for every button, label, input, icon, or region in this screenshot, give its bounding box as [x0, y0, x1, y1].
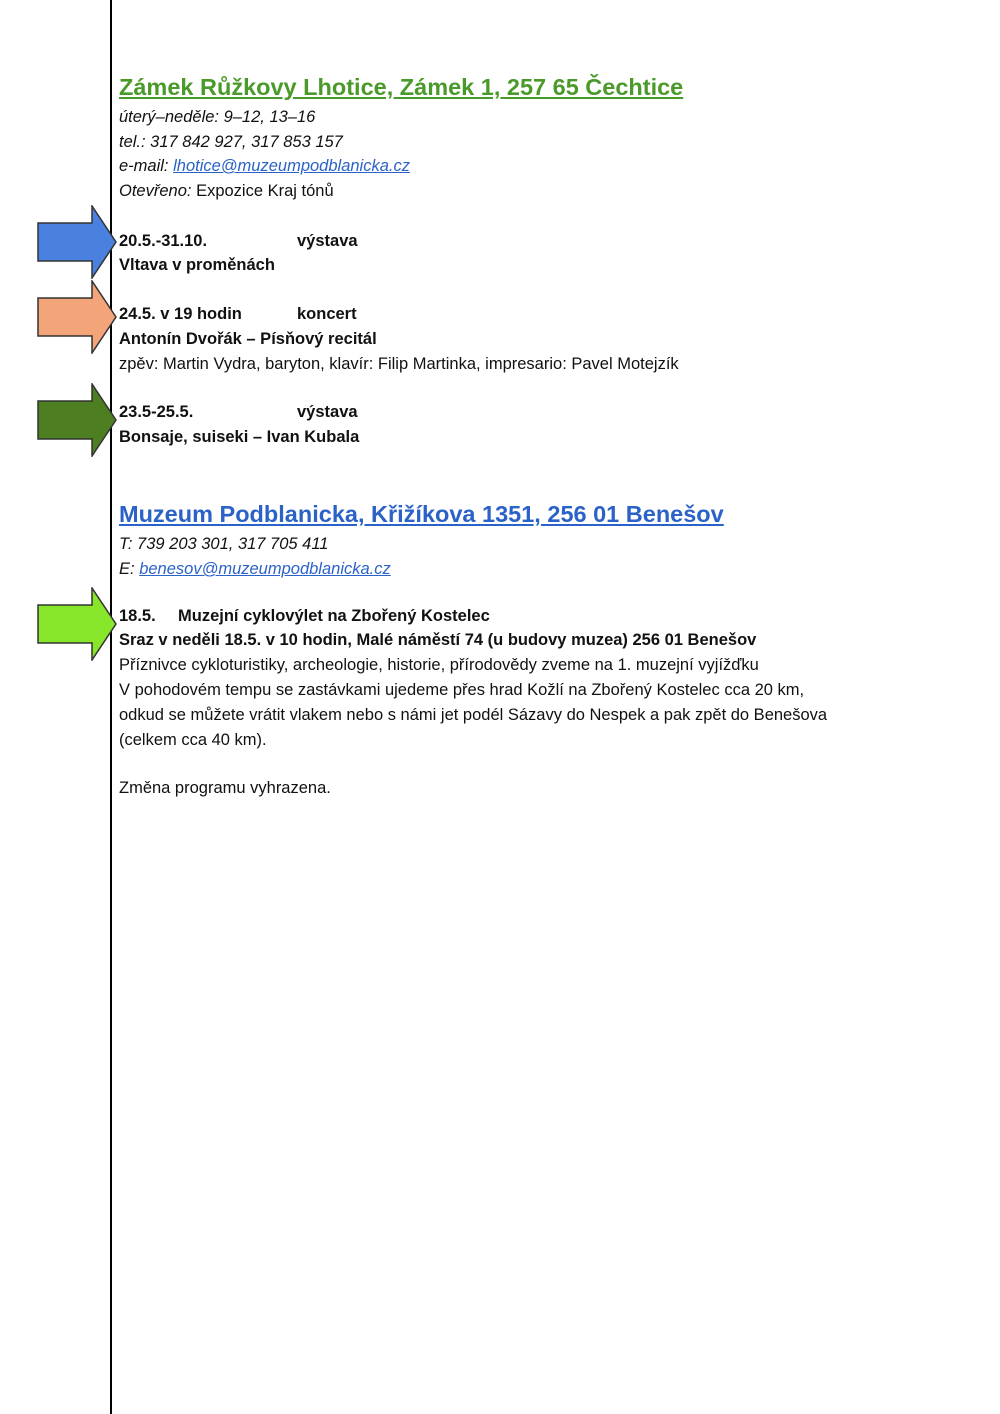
event-date: 24.5. v 19 hodin: [119, 305, 242, 323]
event-description-line: Příznivce cykloturistiky, archeologie, historie, přírodovědy zveme na 1. muzejní vyjížďku: [119, 656, 759, 674]
event-title: Bonsaje, suiseki – Ivan Kubala: [119, 428, 360, 446]
event-type: výstava: [297, 232, 358, 250]
event-type: koncert: [297, 305, 357, 323]
event-description-line: odkud se můžete vrátit vlakem nebo s námi jet podél Sázavy do Nespek a pak zpět do Benešova: [119, 706, 828, 724]
event-meeting: Sraz v neděli 18.5. v 10 hodin, Malé náměstí 74 (u budovy muzea) 256 01 Benešov: [119, 631, 757, 649]
phone-numbers: tel.: 317 842 927, 317 853 157: [119, 133, 343, 151]
event-title: Vltava v proměnách: [119, 256, 275, 274]
event-description-line: V pohodovém tempu se zastávkami ujedeme přes hrad Kožlí na Zbořený Kostelec cca 20 km,: [119, 681, 805, 699]
event-description-line: (celkem cca 40 km).: [119, 731, 267, 749]
open-label: Otevřeno:: [119, 182, 192, 200]
event-title: Muzejní cyklovýlet na Zbořený Kostelec: [178, 607, 490, 625]
phone-numbers: T: 739 203 301, 317 705 411: [119, 535, 329, 553]
venue-heading-benesov: Muzeum Podblanicka, Křižíkova 1351, 256 01 Benešov: [119, 501, 724, 527]
event-title: Antonín Dvořák – Písňový recitál: [119, 330, 377, 348]
event-type: výstava: [297, 403, 358, 421]
email-link-lhotice[interactable]: lhotice@muzeumpodblanicka.cz: [173, 157, 410, 175]
email-row: [119, 559, 391, 579]
venue-heading-lhotice: Zámek Růžkovy Lhotice, Zámek 1, 257 65 Čechtice: [119, 74, 684, 100]
email-link-benesov[interactable]: benesov@muzeumpodblanicka.cz: [139, 560, 391, 578]
email-label: e-mail:: [119, 157, 169, 175]
email-label: E:: [119, 560, 135, 578]
event-date: 20.5.-31.10.: [119, 232, 208, 250]
dark-green-arrow-icon: [37, 383, 117, 457]
event-date: 18.5.: [119, 607, 156, 625]
open-row: [119, 181, 334, 201]
blue-arrow-icon: [37, 205, 117, 279]
open-value: Expozice Kraj tónů: [196, 182, 334, 200]
email-row: [119, 156, 410, 176]
event-detail: zpěv: Martin Vydra, baryton, klavír: Filip Martinka, impresario: Pavel Motejzík: [119, 355, 679, 373]
event-date: 23.5-25.5.: [119, 403, 194, 421]
orange-arrow-icon: [37, 280, 117, 354]
footer-note: Změna programu vyhrazena.: [119, 779, 331, 797]
light-green-arrow-icon: [37, 587, 117, 661]
opening-hours: úterý–neděle: 9–12, 13–16: [119, 108, 316, 126]
